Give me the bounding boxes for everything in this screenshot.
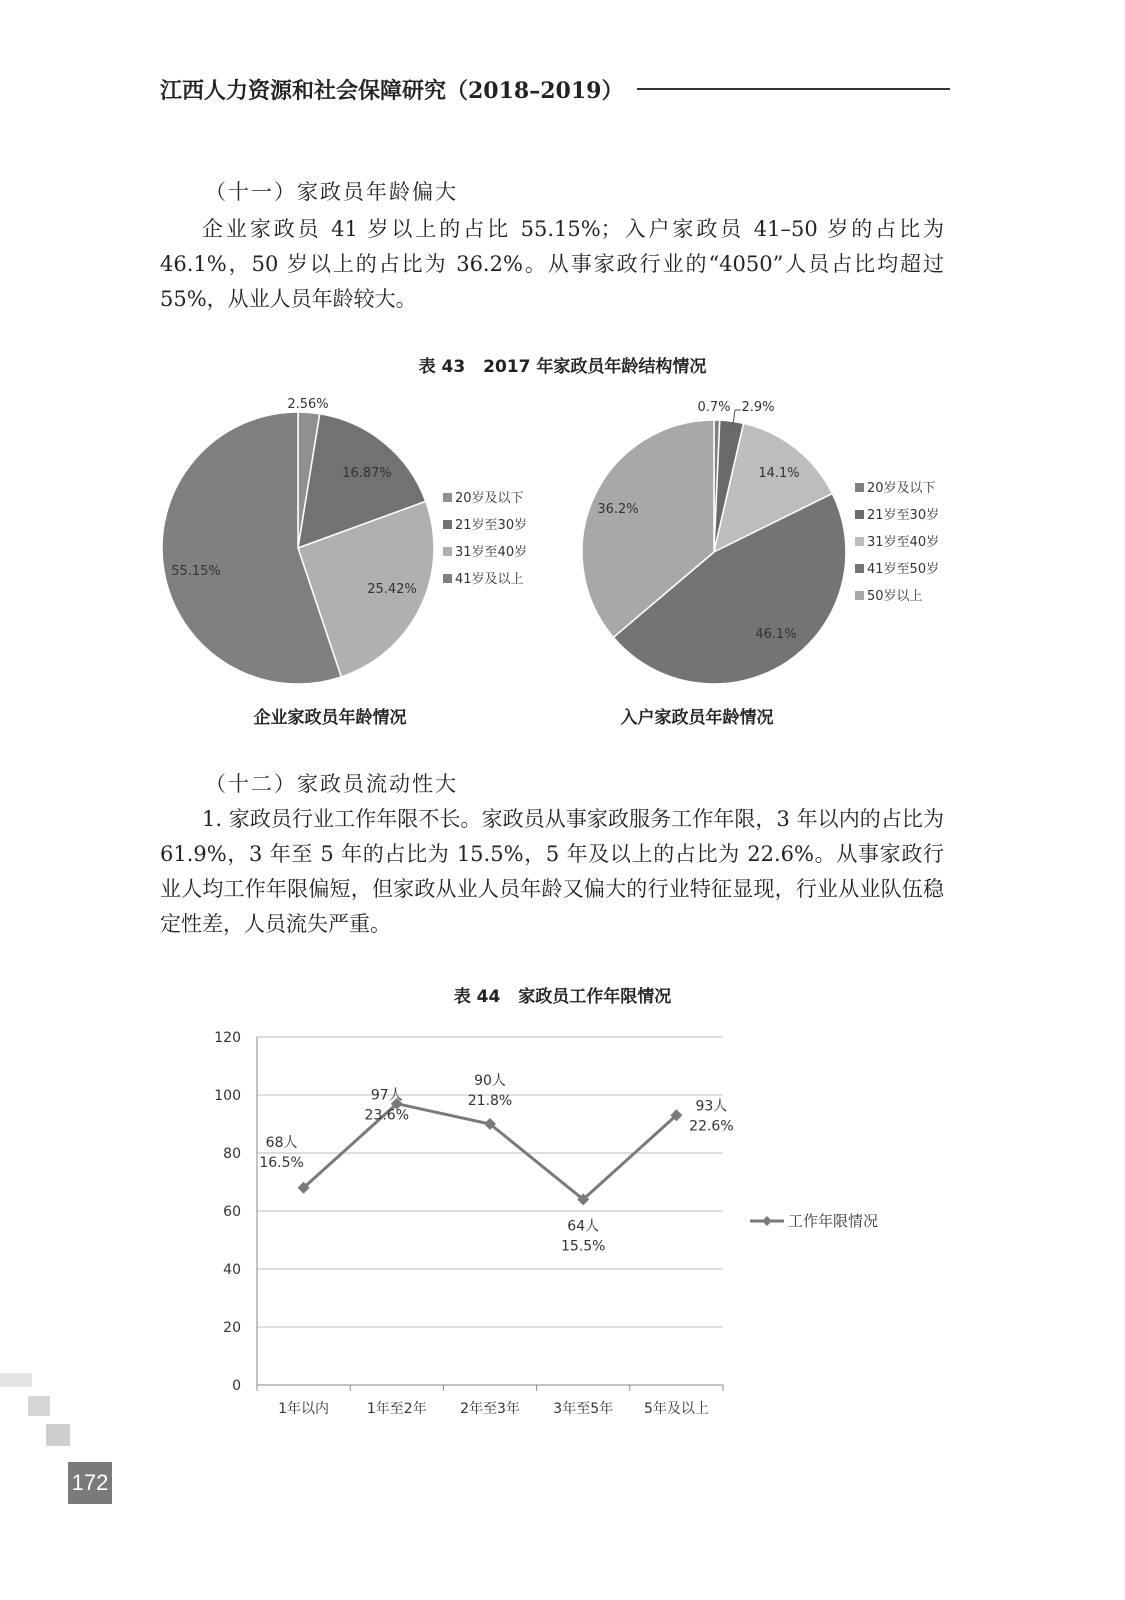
pie-data-label: 0.7%	[697, 400, 731, 415]
legend-swatch	[855, 591, 864, 600]
legend-marker	[762, 1216, 772, 1226]
y-tick-label: 0	[232, 1378, 241, 1394]
page-number: 172	[68, 1462, 112, 1504]
pie-data-label: 36.2%	[597, 502, 639, 517]
legend-label: 21岁至30岁	[455, 518, 528, 533]
y-tick-label: 40	[223, 1262, 241, 1278]
legend-label: 20岁及以下	[455, 491, 524, 506]
legend-swatch	[855, 483, 864, 492]
legend-label: 50岁以上	[867, 589, 923, 604]
legend-swatch	[443, 547, 452, 556]
table-43-number: 表 43	[418, 357, 466, 377]
work-years-line-chart	[0, 1020, 1125, 1440]
y-tick-label: 120	[214, 1030, 241, 1046]
pie-data-label: 25.42%	[367, 582, 417, 597]
data-label-count: 64人	[567, 1218, 600, 1235]
legend-label: 41岁至50岁	[867, 562, 940, 577]
section-12-paragraph: 1. 家政员行业工作年限不长。家政员从事家政服务工作年限，3 年以内的占比为 61.9%，3 年至 5 年的占比为 15.5%，5 年及以上的占比为 22.6%。从事家政行业人均工作年限偏短，但家政从业人员年龄又偏大的行业特征显现，行业从业队伍稳定性差，人员流失严重。	[160, 807, 944, 936]
x-tick-label: 1年至2年	[366, 1401, 427, 1417]
legend-label: 31岁至40岁	[867, 535, 940, 550]
x-tick-label: 3年至5年	[553, 1401, 614, 1417]
data-label-percent: 23.6%	[364, 1107, 410, 1124]
legend-swatch	[443, 493, 452, 502]
running-header	[160, 72, 950, 106]
age-pie-charts	[0, 385, 1125, 745]
legend-swatch	[855, 564, 864, 573]
data-label-percent: 16.5%	[259, 1154, 304, 1171]
section-12-title: （十二）家政员流动性大	[205, 772, 458, 796]
legend-swatch	[855, 510, 864, 519]
x-tick-label: 2年至3年	[460, 1401, 520, 1417]
data-label-count: 90人	[474, 1073, 506, 1089]
pie-data-label: 55.15%	[171, 564, 221, 579]
y-tick-label: 60	[223, 1204, 241, 1220]
data-label-percent: 22.6%	[689, 1118, 734, 1135]
header-rule	[637, 88, 950, 90]
legend-label: 工作年限情况	[788, 1212, 879, 1230]
pie-data-label: 14.1%	[758, 466, 800, 481]
section-11-title: （十一）家政员年龄偏大	[205, 180, 458, 204]
y-tick-label: 20	[223, 1320, 241, 1336]
pie-data-label: 2.9%	[741, 400, 775, 415]
legend-label: 31岁至40岁	[455, 545, 528, 560]
pie-data-label: 16.87%	[342, 466, 392, 481]
x-tick-label: 1年以内	[278, 1401, 330, 1417]
pie-title: 企业家政员年龄情况	[253, 708, 407, 728]
data-label-percent: 21.8%	[467, 1093, 513, 1109]
y-tick-label: 80	[223, 1146, 241, 1162]
decor-square	[0, 1373, 32, 1387]
table-44-caption	[0, 982, 1125, 1007]
legend-swatch	[443, 520, 452, 529]
decor-square	[46, 1424, 70, 1446]
legend-label: 41岁及以上	[455, 572, 524, 587]
legend-label: 21岁至30岁	[867, 508, 940, 523]
table-43-title: 2017 年家政员年龄结构情况	[483, 357, 707, 377]
legend-swatch	[443, 574, 452, 583]
pie-data-label: 46.1%	[755, 627, 797, 642]
pie-data-label: 2.56%	[287, 397, 329, 412]
pie-title: 入户家政员年龄情况	[620, 708, 774, 728]
data-label-count: 97人	[370, 1087, 403, 1104]
header-title: 江西人力资源和社会保障研究（2018–2019）	[160, 77, 624, 104]
table-44-title: 家政员工作年限情况	[518, 987, 672, 1007]
data-label-count: 68人	[265, 1134, 298, 1151]
legend-label: 20岁及以下	[867, 481, 936, 496]
decor-square	[28, 1396, 50, 1416]
table-44-number: 表 44	[453, 987, 501, 1007]
section-11-paragraph: 企业家政员 41 岁以上的占比 55.15%；入户家政员 41–50 岁的占比为 46.1%，50 岁以上的占比为 36.2%。从事家政行业的“4050”人员占比均超过 55%，从业人员年龄较大。	[160, 217, 944, 311]
y-tick-label: 100	[214, 1088, 241, 1104]
data-label-percent: 15.5%	[560, 1238, 606, 1255]
legend-swatch	[855, 537, 864, 546]
x-tick-label: 5年及以上	[643, 1401, 709, 1417]
table-43-caption	[0, 352, 1125, 377]
data-label-count: 93人	[695, 1098, 728, 1115]
